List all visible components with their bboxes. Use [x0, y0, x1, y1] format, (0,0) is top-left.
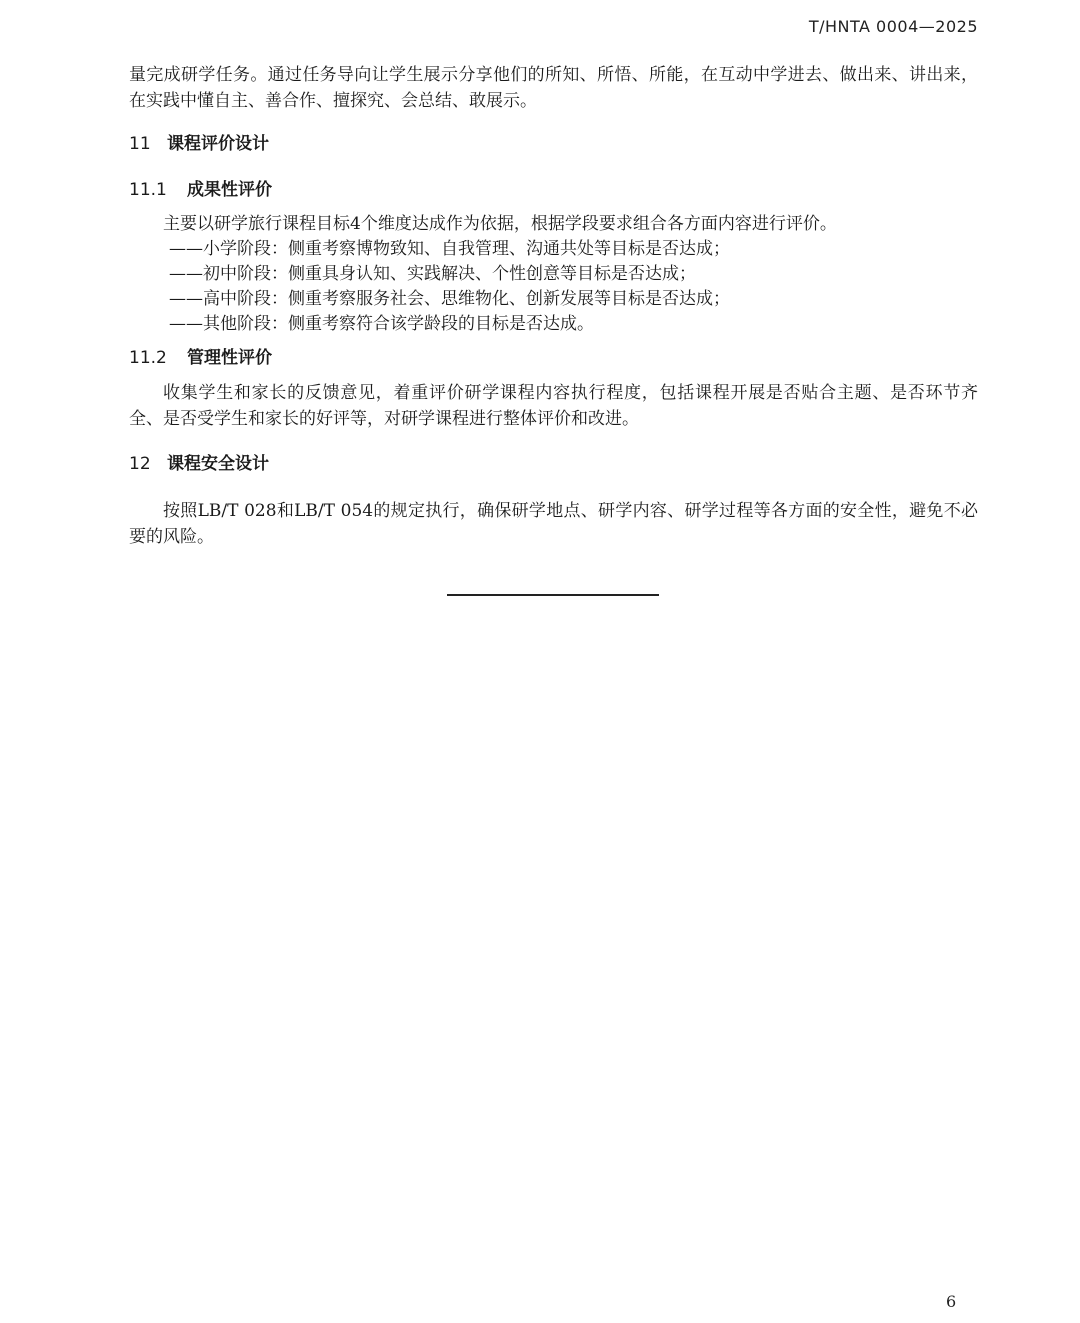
- section-heading-11-1: [129, 178, 978, 202]
- page-number: 6: [946, 1292, 957, 1311]
- list-item: ——高中阶段：侧重考察服务社会、思维物化、创新发展等目标是否达成；: [169, 289, 730, 309]
- section-title: 管理性评价: [187, 348, 272, 368]
- intro-paragraph: 量完成研学任务。通过任务导向让学生展示分享他们的所知、所悟、所能，在互动中学进去、做出来、讲出来，在实践中懂自主、善合作、擅探究、会总结、敢展示。: [129, 65, 978, 111]
- document-body: [129, 62, 978, 550]
- section-title: 课程评价设计: [167, 134, 269, 154]
- section-number: 11.2: [129, 348, 167, 368]
- list-item: ——小学阶段：侧重考察博物致知、自我管理、沟通共处等目标是否达成；: [169, 239, 730, 259]
- section-heading-11: [129, 132, 978, 156]
- section-11-1-paragraph: 主要以研学旅行课程目标4个维度达成作为依据，根据学段要求组合各方面内容进行评价。: [163, 214, 837, 234]
- list-item: ——初中阶段：侧重具身认知、实践解决、个性创意等目标是否达成；: [169, 264, 696, 284]
- section-number: 12: [129, 454, 151, 474]
- section-title: 成果性评价: [187, 180, 272, 200]
- list-item: ——其他阶段：侧重考察符合该学龄段的目标是否达成。: [169, 314, 594, 334]
- end-of-document-rule: [447, 594, 659, 596]
- section-heading-11-2: [129, 346, 978, 370]
- section-title: 课程安全设计: [167, 454, 269, 474]
- section-number: 11.1: [129, 180, 167, 200]
- section-heading-12: [129, 452, 978, 476]
- section-11-2-paragraph: 收集学生和家长的反馈意见，着重评价研学课程内容执行程度，包括课程开展是否贴合主题、是否环节齐全、是否受学生和家长的好评等，对研学课程进行整体评价和改进。: [129, 383, 978, 429]
- section-12-paragraph: 按照LB/T 028和LB/T 054的规定执行，确保研学地点、研学内容、研学过程等各方面的安全性，避免不必要的风险。: [129, 501, 978, 547]
- document-number: T/HNTA 0004—2025: [808, 17, 978, 36]
- section-number: 11: [129, 134, 151, 154]
